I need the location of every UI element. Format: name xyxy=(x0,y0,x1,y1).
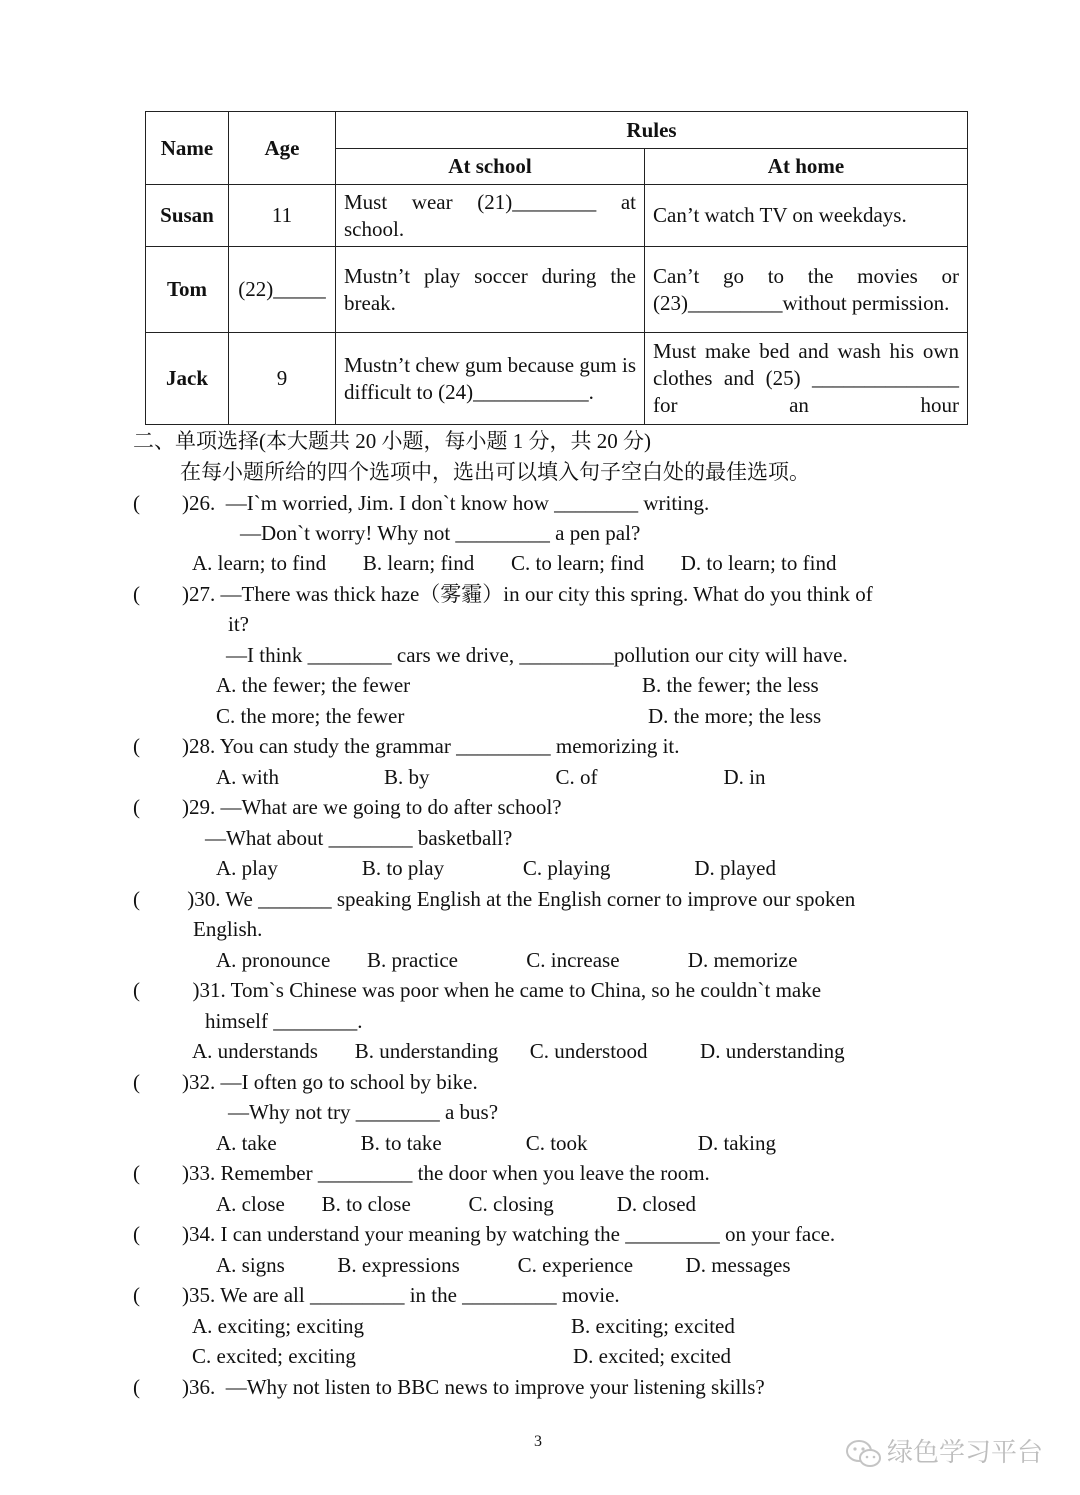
row-school-rule: Mustn’t chew gum because gum is difficult to (24)___________. xyxy=(336,333,645,425)
row-home-rule: Can’t watch TV on weekdays. xyxy=(645,185,968,247)
header-age: Age xyxy=(229,112,336,185)
row-name: Susan xyxy=(146,185,229,247)
section-instruction: 在每小题所给的四个选项中，选出可以填入句子空白处的最佳选项。 xyxy=(180,460,810,484)
rules-table xyxy=(145,111,968,425)
watermark-text: 绿色学习平台 xyxy=(887,1438,1044,1468)
question-line: ( )34. I can understand your meaning by watching the _________ on your face. xyxy=(133,1222,836,1246)
question-line: A. understands B. understanding C. understood D. understanding xyxy=(192,1039,845,1063)
question-line: ( )31. Tom`s Chinese was poor when he came to China, so he couldn`t make xyxy=(133,978,822,1002)
question-line: C. excited; exciting xyxy=(192,1344,356,1368)
row-age: (22)_____ xyxy=(229,247,336,333)
question-line: ( )29. —What are we going to do after school? xyxy=(133,795,562,819)
header-name: Name xyxy=(146,112,229,185)
question-line: ( )28. You can study the grammar _________ memorizing it. xyxy=(133,734,680,758)
row-home-rule: Can’t go to the movies or (23)_________without permission. xyxy=(645,247,968,333)
question-line: A. learn; to find B. learn; find C. to learn; find D. to learn; to find xyxy=(192,551,837,575)
question-line: it? xyxy=(228,612,249,636)
question-line: A. close B. to close C. closing D. closed xyxy=(216,1192,697,1216)
section-title: 二、单项选择(本大题共 20 小题，每小题 1 分，共 20 分) xyxy=(133,429,651,453)
question-line: A. take B. to take C. took D. taking xyxy=(216,1131,776,1155)
question-line: ( )35. We are all _________ in the _________ movie. xyxy=(133,1283,620,1307)
question-line: English. xyxy=(193,917,263,941)
row-name: Tom xyxy=(146,247,229,333)
question-line: ( )30. We _______ speaking English at the English corner to improve our spoken xyxy=(133,887,856,911)
question-line: D. the more; the less xyxy=(648,704,822,728)
header-at-home: At home xyxy=(645,149,968,185)
question-line: ( )36. —Why not listen to BBC news to improve your listening skills? xyxy=(133,1375,765,1399)
row-home-rule: Must make bed and wash his own clothes and (25) ______________ for an hour xyxy=(645,333,968,425)
row-name: Jack xyxy=(146,333,229,425)
page-number: 3 xyxy=(534,1433,542,1450)
wechat-icon xyxy=(845,1439,883,1469)
question-line: —I think ________ cars we drive, _________pollution our city will have. xyxy=(226,643,848,667)
question-line: ( )32. —I often go to school by bike. xyxy=(133,1070,478,1094)
question-line: ( )27. —There was thick haze（雾霾）in our city this spring. What do you think of xyxy=(133,582,873,606)
question-line: D. excited; excited xyxy=(573,1344,732,1368)
row-school-rule: Mustn’t play soccer during the break. xyxy=(336,247,645,333)
question-line: A. the fewer; the fewer xyxy=(216,673,411,697)
question-line: A. play B. to play C. playing D. played xyxy=(216,856,776,880)
row-age: 9 xyxy=(229,333,336,425)
question-line: A. signs B. expressions C. experience D. messages xyxy=(216,1253,791,1277)
question-line: ( )26. —I`m worried, Jim. I don`t know how ________ writing. xyxy=(133,491,710,515)
question-line: A. with B. by C. of D. in xyxy=(216,765,766,789)
question-line: —Don`t worry! Why not _________ a pen pal? xyxy=(240,521,641,545)
question-line: —Why not try ________ a bus? xyxy=(228,1100,499,1124)
question-line: B. exciting; excited xyxy=(571,1314,735,1338)
question-line: A. exciting; exciting xyxy=(192,1314,365,1338)
question-line: B. the fewer; the less xyxy=(642,673,819,697)
question-line: ( )33. Remember _________ the door when you leave the room. xyxy=(133,1161,710,1185)
question-line: A. pronounce B. practice C. increase D. memorize xyxy=(216,948,798,972)
header-rules: Rules xyxy=(336,112,968,149)
question-line: C. the more; the fewer xyxy=(216,704,405,728)
row-age: 11 xyxy=(229,185,336,247)
question-line: —What about ________ basketball? xyxy=(205,826,513,850)
header-at-school: At school xyxy=(336,149,645,185)
row-school-rule: Must wear (21)________ at school. xyxy=(336,185,645,247)
question-line: himself ________. xyxy=(205,1009,363,1033)
watermark xyxy=(845,1432,1043,1469)
